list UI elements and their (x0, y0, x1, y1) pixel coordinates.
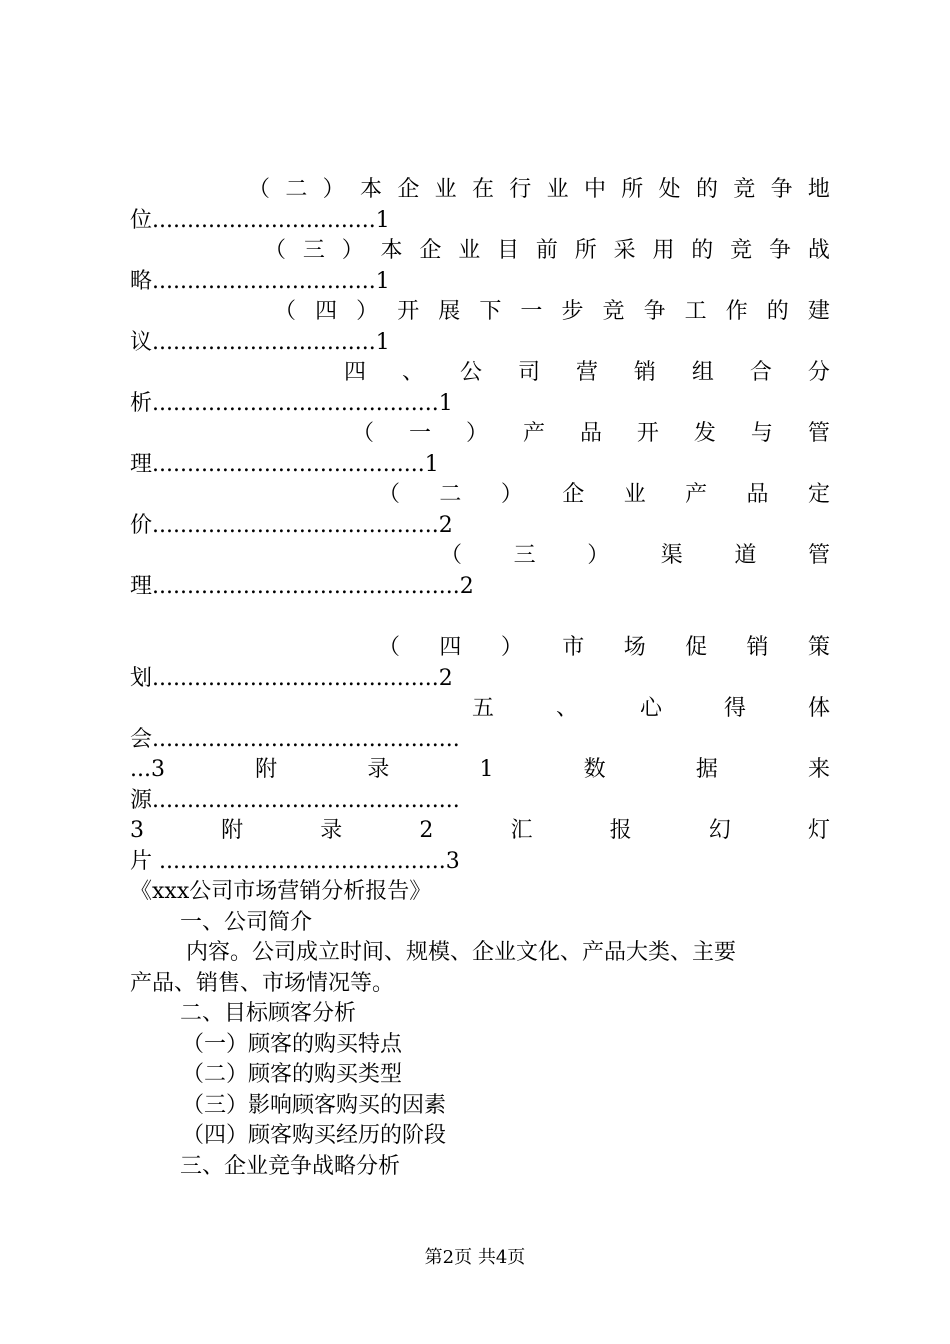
toc-glyph: 中 (583, 177, 606, 202)
paragraph: 内容。公司成立时间、规模、企业文化、产品大类、主要 (186, 940, 737, 965)
toc-glyph: 场 (623, 635, 646, 660)
toc-glyph: 一 (520, 299, 543, 324)
toc-glyph: 竞 (730, 238, 753, 263)
toc-line: 划.........................................2 (130, 665, 453, 691)
toc-glyph: 分 (807, 360, 830, 385)
toc-glyph: 品 (746, 482, 769, 507)
toc-line (130, 633, 830, 664)
toc-glyph: 四 (315, 299, 338, 324)
toc-glyph: 工 (684, 299, 707, 324)
toc-glyph: ...3 (130, 757, 165, 782)
toc-glyph: 一 (408, 421, 431, 446)
toc-line: 价.........................................2 (130, 512, 453, 538)
toc-glyph: 公 (459, 360, 482, 385)
toc-glyph: 展 (438, 299, 461, 324)
toc-glyph: 业 (434, 177, 457, 202)
toc-glyph: 得 (723, 696, 746, 721)
toc-glyph: ） (465, 421, 488, 446)
toc-glyph: 竞 (733, 177, 756, 202)
toc-glyph: 营 (575, 360, 598, 385)
toc-glyph: 行 (509, 177, 532, 202)
toc-glyph: 争 (768, 238, 791, 263)
toc-glyph: 销 (633, 360, 656, 385)
toc-glyph: 四 (439, 635, 462, 660)
paragraph: 产品、销售、市场情况等。 (130, 970, 395, 996)
toc-glyph: 来 (807, 757, 830, 782)
toc-glyph: 发 (693, 421, 716, 446)
toc-glyph: 产 (522, 421, 545, 446)
toc-glyph: 定 (807, 482, 830, 507)
toc-glyph: 本 (359, 177, 382, 202)
toc-line (130, 358, 830, 389)
toc-glyph: 三 (513, 543, 536, 568)
toc-glyph: 与 (750, 421, 773, 446)
toc-glyph: 建 (807, 299, 830, 324)
toc-glyph: （ (352, 421, 375, 446)
document-body (130, 877, 830, 1182)
toc-glyph: 据 (695, 757, 718, 782)
toc-glyph: 产 (685, 482, 708, 507)
toc-glyph: 本 (380, 238, 403, 263)
toc-glyph: 三 (302, 238, 325, 263)
toc-glyph: 1 (479, 757, 494, 782)
toc-line: 理............................................2 (130, 573, 474, 599)
section-heading: 二、目标顾客分析 (180, 1001, 357, 1026)
toc-line (130, 175, 830, 206)
toc-line: 议................................1 (130, 329, 390, 355)
toc-glyph: 附 (255, 757, 278, 782)
toc-line (130, 541, 830, 572)
toc-glyph: 开 (636, 421, 659, 446)
toc-glyph: 灯 (807, 818, 830, 843)
toc-glyph: 的 (691, 238, 714, 263)
toc-glyph: 报 (609, 818, 632, 843)
toc-glyph: 用 (652, 238, 675, 263)
toc-glyph: 五 (472, 696, 495, 721)
toc-glyph: 在 (471, 177, 494, 202)
toc-glyph: 合 (749, 360, 772, 385)
toc-glyph: 业 (623, 482, 646, 507)
toc-glyph: 促 (685, 635, 708, 660)
subsection-heading: （四）顾客购买经历的阶段 (182, 1123, 447, 1148)
toc-glyph: 销 (746, 635, 769, 660)
toc-glyph: 市 (562, 635, 585, 660)
subsection-heading: （二）顾客的购买类型 (182, 1062, 403, 1087)
toc-glyph: ） (587, 543, 610, 568)
toc-glyph: 录 (367, 757, 390, 782)
document-title: 《xxx公司市场营销分析报告》 (130, 879, 432, 904)
toc-glyph: 幻 (708, 818, 731, 843)
toc-glyph: 所 (621, 177, 644, 202)
toc-glyph: 企 (397, 177, 420, 202)
toc-glyph: （ (264, 238, 287, 263)
section-heading: 三、企业竞争战略分析 (180, 1153, 401, 1179)
toc-glyph: 数 (583, 757, 606, 782)
toc-glyph: 录 (320, 818, 343, 843)
toc-glyph: 前 (535, 238, 558, 263)
toc-glyph: ） (500, 635, 523, 660)
toc-glyph: 企 (419, 238, 442, 263)
toc-glyph: （ (274, 299, 297, 324)
toc-glyph: 管 (807, 543, 830, 568)
toc-glyph: （ (440, 543, 463, 568)
toc-glyph: 开 (397, 299, 420, 324)
toc-line: 会............................................ (130, 726, 460, 752)
toc-glyph: 地 (807, 177, 830, 202)
toc-glyph: ） (500, 482, 523, 507)
toc-glyph: 业 (458, 238, 481, 263)
page-footer: 第2页 共4页 (424, 1247, 526, 1268)
toc-glyph: 汇 (510, 818, 533, 843)
toc-glyph: 心 (639, 696, 662, 721)
toc-line (130, 480, 830, 511)
toc-glyph: 二 (285, 177, 308, 202)
toc-line (130, 694, 830, 725)
toc-glyph: 战 (807, 238, 830, 263)
toc-glyph: 管 (807, 421, 830, 446)
toc-glyph: 品 (579, 421, 602, 446)
toc-line: 略................................1 (130, 268, 390, 294)
toc-line (130, 297, 830, 328)
blank-line (130, 602, 830, 633)
toc-glyph: 、 (401, 360, 424, 385)
toc-line: 片 .........................................3 (130, 848, 460, 874)
toc-line: 源............................................ (130, 787, 460, 813)
toc-glyph: 司 (517, 360, 540, 385)
toc-glyph: 的 (695, 177, 718, 202)
toc-glyph: ） (322, 177, 345, 202)
toc-glyph: 附 (221, 818, 244, 843)
toc-glyph: 争 (643, 299, 666, 324)
table-of-contents (130, 175, 830, 877)
toc-glyph: 策 (807, 635, 830, 660)
toc-glyph: （ (248, 177, 271, 202)
toc-glyph: 体 (807, 696, 830, 721)
toc-glyph: 业 (546, 177, 569, 202)
toc-glyph: （ (378, 482, 401, 507)
toc-line (130, 236, 830, 267)
toc-glyph: 争 (770, 177, 793, 202)
toc-line (130, 419, 830, 450)
toc-line: 位................................1 (130, 207, 390, 233)
subsection-heading: （一）顾客的购买特点 (182, 1031, 403, 1057)
toc-line (130, 755, 830, 786)
toc-line: 理.......................................1 (130, 451, 439, 477)
toc-line (130, 816, 830, 847)
toc-glyph: 道 (734, 543, 757, 568)
toc-glyph: 处 (658, 177, 681, 202)
toc-glyph: 下 (479, 299, 502, 324)
toc-glyph: 二 (439, 482, 462, 507)
toc-glyph: 组 (691, 360, 714, 385)
toc-glyph: 四 (344, 360, 367, 385)
toc-glyph: 渠 (660, 543, 683, 568)
toc-glyph: 2 (419, 818, 434, 843)
toc-glyph: ） (341, 238, 364, 263)
toc-glyph: 所 (574, 238, 597, 263)
toc-glyph: 采 (613, 238, 636, 263)
toc-glyph: 、 (555, 696, 578, 721)
toc-glyph: 步 (561, 299, 584, 324)
section-heading: 一、公司简介 (180, 909, 313, 935)
toc-line: 析.........................................1 (130, 390, 453, 416)
toc-glyph: 竞 (602, 299, 625, 324)
toc-glyph: ） (356, 299, 379, 324)
subsection-heading: （三）影响顾客购买的因素 (182, 1092, 447, 1118)
toc-glyph: 作 (725, 299, 748, 324)
toc-glyph: 3 (130, 818, 144, 843)
toc-glyph: （ (378, 635, 401, 660)
toc-glyph: 的 (766, 299, 789, 324)
toc-glyph: 企 (562, 482, 585, 507)
toc-glyph: 目 (497, 238, 520, 263)
